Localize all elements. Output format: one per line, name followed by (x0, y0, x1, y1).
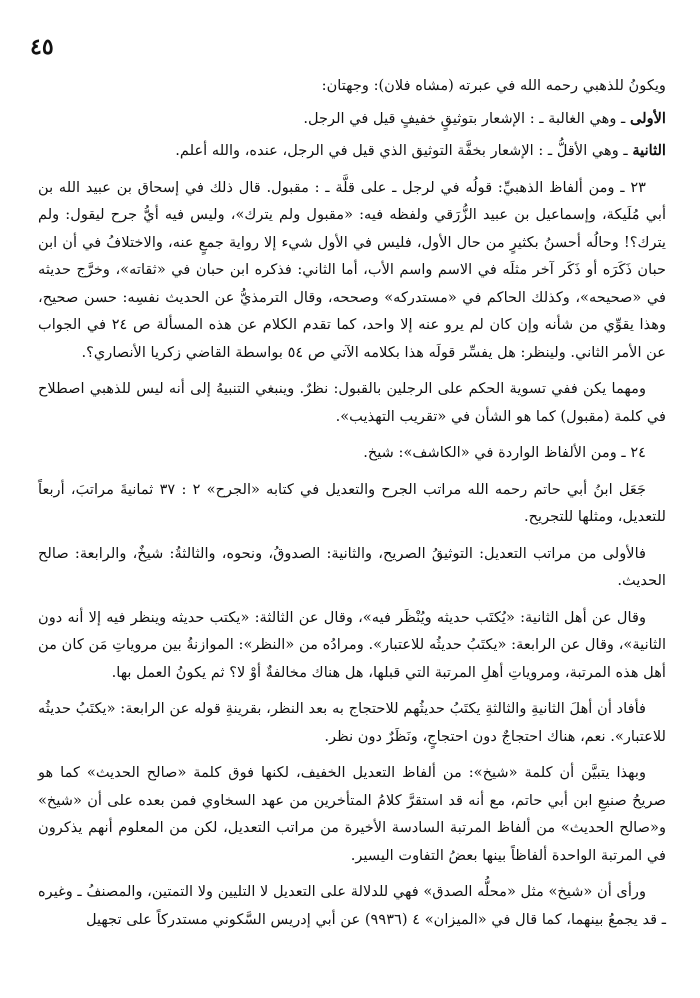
paragraph-3 (38, 137, 666, 165)
paragraph-5 (38, 375, 666, 430)
paragraph-4 (38, 174, 666, 367)
paragraph-7 (38, 476, 666, 531)
paragraph-text: فأفاد أن أهلَ الثانيةِ والثالثةِ يكتَبُ حديثُهم للاحتجاج به بعد النظر، بقرينةِ قوله عن الرابعة: «يكتَبُ حديثُه للاعتبار». نعم، هناك احتجاجٌ دون احتجاجٍ، ونَظَرٌ دون نظر. (38, 700, 666, 745)
paragraph-6 (38, 439, 666, 467)
paragraph-text: ومهما يكن ففي تسوية الحكم على الرجلين بالقبول: نظرٌ. وينبغي التنبيهُ إلى أنه ليس للذهبي اصطلاح في كلمة (مقبول) كما هو الشأن في «تقريب التهذيب». (38, 380, 666, 425)
paragraph-text: ٢٣ ـ ومن ألفاظ الذهبيِّ: قولُه في لرجل ـ على قلَّة ـ : مقبول. قال ذلك في إسحاق بن عبيد الله بن أبي مُلَيكة، وإسماعيل بن عبيد الزُّرَقي ولفظه فيه: «مقبول ولم يترك»، وليس فيه أيُّ جرح ليقول: ولم يترك؟! وحالُه أحسنُ بكثيرٍ من حال الأول، فليس في الأول شيء إلا رواية جمعٍ عنه، والاختلافُ في أن ابن حبان ذَكَرَه أو ذَكَر آخر مثلَه في الاسم واسم الأب، أما الثاني: فذكره ابن حبان في «ثقاته»، وخرَّج حديثه في «صحيحه»، وكذلك الحاكم في «مستدركه» وصححه، وقال الترمذيُّ عن الحديث نفسِه: حسن صحيح، وهذا يقوِّي من شأنه وإن كان لم يرو عنه إلا واحد، كما تقدم الكلام عن هذه المسألة ص ٢٤ في الجواب عن الأمر الثاني. ولينظر: هل يفسِّر قولَه هذا بكلامه الآتي ص ٥٤ بواسطة القاضي زكريا الأنصاري؟. (38, 178, 666, 361)
paragraph-text: ـ وهي الغالبة ـ : الإشعار بتوثيقٍ خفيفٍ قيل في الرجل. (303, 109, 630, 127)
paragraph-10 (38, 695, 666, 750)
paragraph-text: ـ وهي الأقلُّ ـ : الإشعار بخفَّة التوثيق الذي قيل في الرجل، عنده، والله أعلم. (175, 142, 633, 159)
paragraph-text: وقال عن أهل الثانية: «يُكتَب حديثه ويُنْظَر فيه»، وقال عن الثالثة: «يكتب حديثه وينظر فيه إلا أنه دون الثانية»، وقال عن الرابعة: «يكتَبُ حديثُه للاعتبار». ومرادُه من «النظر»: الموازنةُ بين مروياتِ مَن كان من أهل هذه المرتبة، ومروياتِ أهلِ المرتبة التي قبلها، هل هناك مخالفةٌ أوْ لا؟ ثم يكونُ العمل بها. (38, 608, 666, 681)
paragraph-9 (38, 604, 666, 687)
paragraph-1 (38, 72, 666, 100)
paragraph-text: جَعَل ابنُ أبي حاتم رحمه الله مراتب الجرح والتعديل في كتابه «الجرح» ٢ : ٣٧ ثمانيةَ مراتبَ، أربعاً للتعديل، ومثلها للتجريح. (38, 480, 666, 525)
paragraph-text: فالأولى من مراتب التعديل: التوثيقُ الصريح، والثانية: الصدوقُ، ونحوه، والثالثةُ: شيخٌ، والرابعة: صالح الحديث. (38, 544, 666, 589)
page-body (38, 72, 666, 942)
paragraph-text: وبهذا يتبيَّن أن كلمة «شيخ»: من ألفاظ التعديل الخفيف، لكنها فوق كلمة «صالح الحديث» كما هو صريحُ صنيعِ ابن أبي حاتم، مع أنه قد استقرَّ كلامُ المتأخرين من عهد السخاوي فمن بعده على أن «شيخ» و«صالح الحديث» من ألفاظ المرتبة السادسة الأخيرة من مراتب التعديل، لكن من المعلوم أنهم يذكرون في المرتبة الواحدة ألفاظاً بينها بعضُ التفاوت اليسير. (38, 764, 666, 864)
paragraph-text: ويكونُ للذهبي رحمه الله في عبرته (مشاه فلان): وجهتان: (321, 77, 666, 94)
paragraph-8 (38, 540, 666, 595)
paragraph-11 (38, 759, 666, 869)
paragraph-12 (38, 878, 666, 933)
paragraph-text: ورأى أن «شيخ» مثل «محلُّه الصدق» فهي للدلالة على التعديل لا التليين ولا التمتين، والمصنفُ ـ وغيره ـ قد يجمعُ بينهما، كما قال في «الميزان» ٤ (٩٩٣٦) عن أبي إدريس السَّكوني مستدركاً على تجهيل (38, 883, 666, 928)
paragraph-lead: الأولى (629, 109, 666, 127)
paragraph-lead: الثانية (632, 142, 666, 159)
page-number: ٤٥ (30, 34, 54, 60)
paragraph-2 (38, 105, 666, 133)
paragraph-text: ٢٤ ـ ومن الألفاظ الواردة في «الكاشف»: شيخ. (363, 444, 646, 461)
